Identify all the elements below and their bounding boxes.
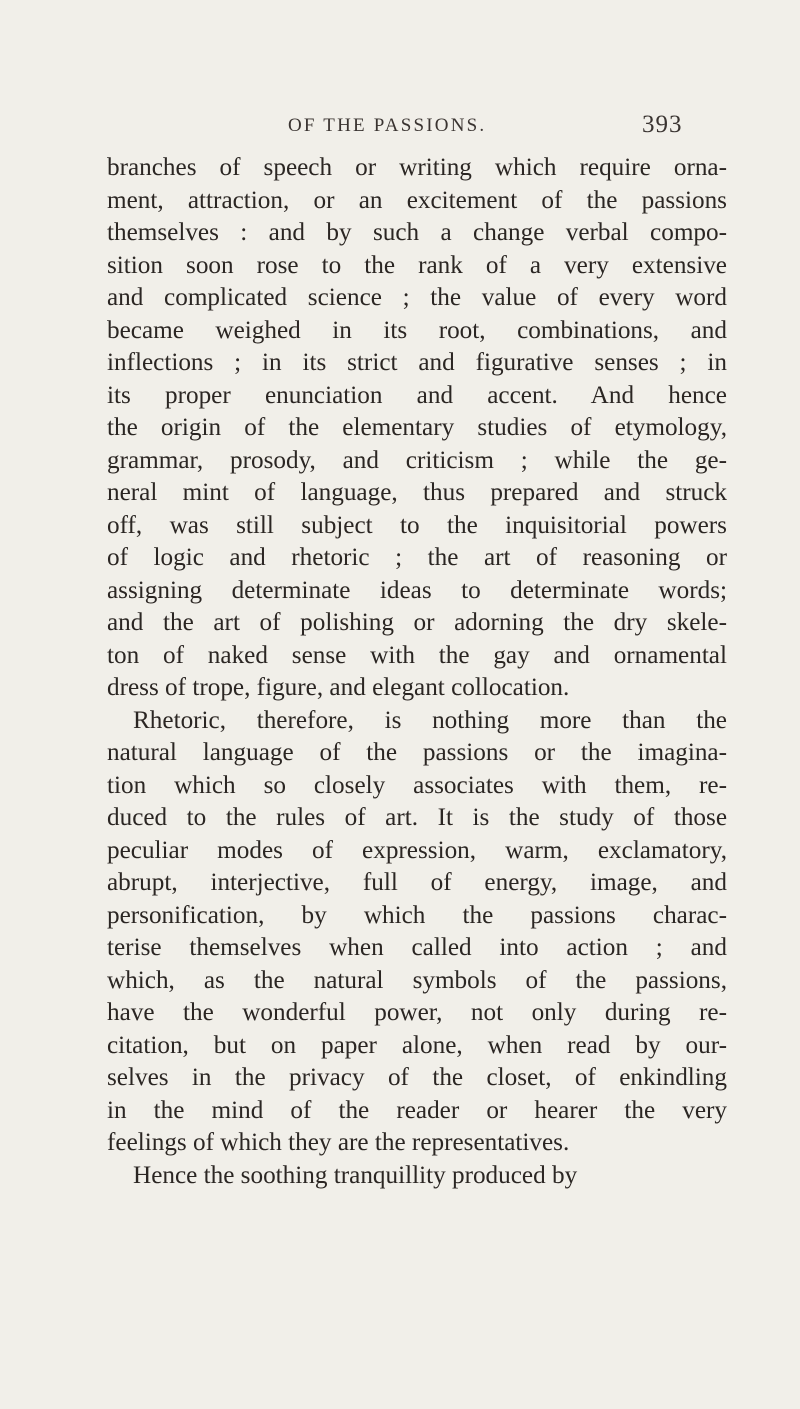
text-line: assigning determinate ideas to determinate words;: [107, 576, 727, 604]
text-line: became weighed in its root, combinations, and: [107, 316, 727, 344]
text-line: the origin of the elementary studies of etymology,: [107, 414, 727, 441]
text-line: off, was still subject to the inquisitorial powers: [107, 511, 727, 539]
text-line: ton of naked sense with the gay and ornamental: [107, 641, 727, 669]
text-line: its proper enunciation and accent. And hence: [107, 381, 727, 409]
text-line: sition soon rose to the rank of a very extensive: [107, 251, 727, 279]
text-line: and complicated science ; the value of every word: [107, 284, 727, 311]
text-line: abrupt, interjective, full of energy, image, and: [107, 869, 727, 896]
text-line: themselves : and by such a change verbal compo-: [107, 219, 727, 246]
text-line: tion which so closely associates with them, re-: [107, 771, 727, 799]
text-line: dress of trope, figure, and elegant collocation.: [107, 674, 570, 701]
text-line: selves in the privacy of the closet, of enkindling: [107, 1064, 727, 1091]
text-line: in the mind of the reader or hearer the very: [107, 1096, 727, 1124]
text-line: neral mint of language, thus prepared and struck: [107, 479, 727, 506]
text-line: and the art of polishing or adorning the dry skele-: [107, 609, 727, 636]
running-header: [0, 113, 800, 143]
text-line: peculiar modes of expression, warm, exclamatory,: [107, 836, 727, 864]
text-line: branches of speech or writing which require orna-: [107, 154, 727, 181]
running-title: OF THE PASSIONS.: [288, 115, 487, 136]
paragraph-start-line: Hence the soothing tranquillity produced by: [133, 1161, 578, 1189]
text-line: duced to the rules of art. It is the study of those: [107, 804, 727, 831]
text-line: natural language of the passions or the imagina-: [107, 739, 727, 766]
text-line: personification, by which the passions charac-: [107, 901, 727, 929]
text-line: grammar, prosody, and criticism ; while the ge-: [107, 446, 727, 474]
text-line: which, as the natural symbols of the passions,: [107, 966, 727, 994]
text-line: citation, but on paper alone, when read by our-: [107, 1031, 727, 1059]
page-number: 393: [642, 111, 683, 138]
text-line: terise themselves when called into action ; and: [107, 934, 727, 961]
text-line: inflections ; in its strict and figurative senses ; in: [107, 349, 727, 376]
paragraph-start-line: Rhetoric, therefore, is nothing more than the: [133, 706, 727, 734]
text-line: ment, attraction, or an excitement of the passions: [107, 186, 727, 214]
text-line: feelings of which they are the representatives.: [107, 1129, 570, 1156]
text-line: have the wonderful power, not only during re-: [107, 999, 727, 1026]
body-text: [107, 152, 727, 1192]
text-line: of logic and rhetoric ; the art of reasoning or: [107, 544, 727, 571]
